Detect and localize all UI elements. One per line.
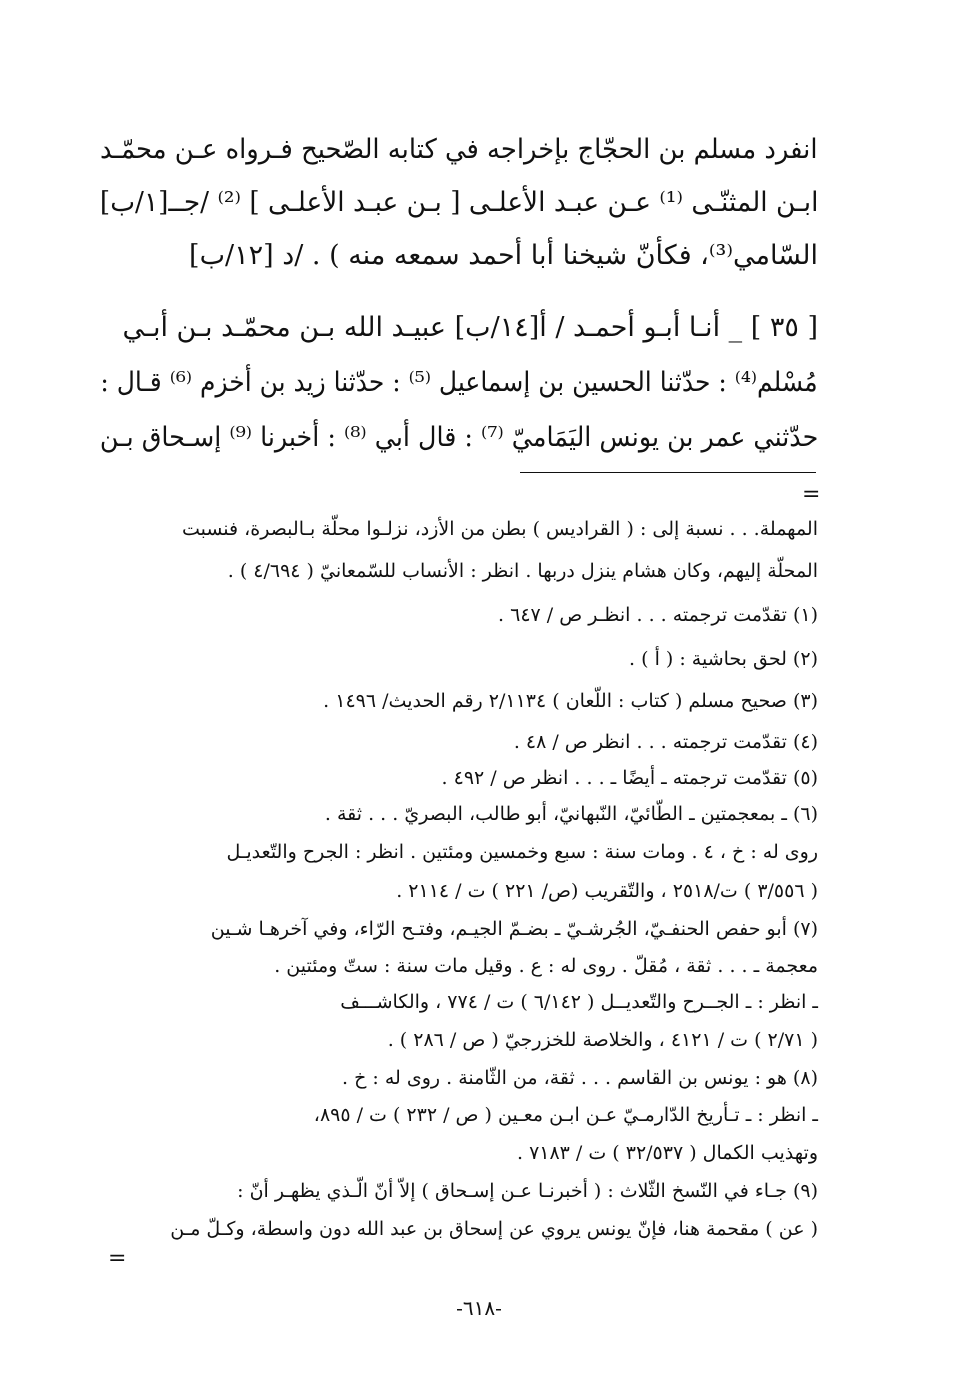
footnote-line: (٣) صحيح مسلم ( كتاب : اللّعان ) ٢/١١٣٤ رقم الحديث/ ١٤٩٦ . [323,690,818,712]
footnote-line: ـ انظر : ـ الجــرح والتّعديــل ( ٦/١٤٢ ) ت / ٧٧٤ ، والكاشـــف [340,991,818,1013]
page-number: -٦١٨- [456,1296,502,1320]
main-text-line: ابـن المثنّـى ⁽¹⁾ عـن عبـد الأعلـى [ بـن عبـد الأعلـى ] ⁽²⁾ /جــ[١/ب] [99,187,818,218]
footnote-line: المحلّة إليهم، وكان هشام ينزل دربها . انظر : الأنساب للسّمعانيّ ( ٤/٦٩٤ ) . [227,560,818,582]
footnote-separator [520,472,816,473]
footnote-line: ( ٣/٥٥٦ ) ت/٢٥١٨ ، والتّقريب (ص/ ٢٢١ ) ت / ٢١١٤ . [396,880,818,902]
footnote-line: (٨) هو : يونس بن القاسم . . . ثقة، من الثّامنة . روى له : خ . [342,1067,818,1089]
footnote-line: (٥) تقدّمت ترجمته ـ أيضًا ـ . . . انظر ص / ٤٩٢ . [441,767,818,789]
main-text-line: السّامي⁽³⁾، فكأنّ شيخنا أبا أحمد سمعه منه ) . /د [١٢/ب] [189,240,818,271]
footnote-line: (١) تقدّمت ترجمته . . . انظـر ص / ٦٤٧ . [498,604,818,626]
footnote-line: روى له : خ ، ٤ . ومات سنة : سبع وخمسين ومئتين . انظر : الجرح والتّعديـل [226,841,818,863]
footnote-line: (٦) ـ بمعجمتين ـ الطّائيّ، النّبهانيّ، أبو طالب، البصريّ . . . ثقة . [324,803,818,825]
continuation-mark-top: = [802,482,821,507]
main-text-line: [ ٣٥ ] _ أنـا أبـو أحمـد / أ[١٤/ب] عبيـد الله بـن محمّـد بـن أبـي [122,312,818,343]
footnote-line: المهملة. . . نسبة إلى : ( القراديس ) بطن من الأزد، نزلـوا محلّة بـالبصرة، فنسبت [181,518,818,540]
continuation-mark-bottom: = [108,1246,127,1271]
footnote-line: (٧) أبو حفص الحنفـيّ، الجُرشـيّ ـ بضـمّ الجيـم، وفتـح الرّاء، وفي آخرهـا شـين [210,918,818,940]
footnote-line: (٩) جـاء في النّسخ الثّلاث : ( أخبرنـا عـن إسـحاق ) إلاّ أنّ الّـذي يظهـر أنّ : [237,1180,818,1202]
footnote-line: (٤) تقدّمت ترجمته . . . انظر ص / ٤٨ . [513,731,818,753]
footnote-line: ( عن ) مقحمة هنا، فإنّ يونس يروي عن إسحاق بن عبد الله دون واسطة، وكـلّ مـن [170,1218,818,1240]
footnote-line: ـ انظر : ـ تـأريخ الدّارمـيّ عـن ابـن معـين ( ص / ٢٣٢ ) ت / ٨٩٥، [313,1104,818,1126]
footnote-line: وتهذيب الكمال ( ٣٢/٥٣٧ ) ت / ٧١٨٣ . [516,1142,818,1164]
main-text-line: انفرد مسلم بن الحجّاج بإخراجه في كتابه الصّحيح فـرواه عـن محمّـد [100,134,818,165]
main-text-line: مُسْلم⁽⁴⁾ : حدّثنا الحسين بن إسماعيل ⁽⁵⁾ : حدّثنا زيد بن أخزم ⁽⁶⁾ قـال : [100,367,818,398]
footnote-line: ( ٢/٧١ ) ت / ٤١٢١ ، والخلاصة للخزرجيّ ( ص / ٢٨٦ ) . [387,1029,818,1051]
footnote-line: معجمة ـ . . . ثقة ، مُقلّ . روى له : ع . وقيل مات سنة : ستّ ومئتين . [274,955,818,977]
footnote-line: (٢) لحق بحاشية : ( أ ) . [629,648,818,670]
main-text-line: حدّثني عمر بن يونس اليَمَاميّ ⁽⁷⁾ : قال أبي ⁽⁸⁾ : أخبرنا ⁽⁹⁾ إسـحاق بـن [99,422,818,453]
